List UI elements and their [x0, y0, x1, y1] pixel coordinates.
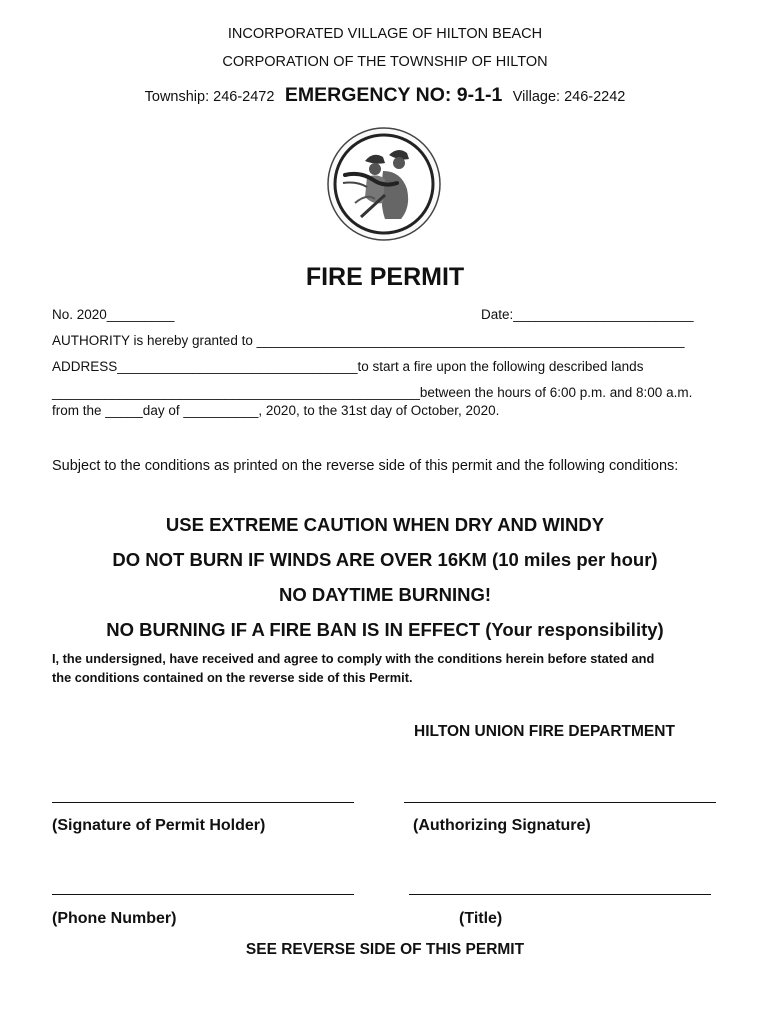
title-line: [409, 894, 711, 895]
date-field: Date:________________________: [481, 307, 694, 322]
authority-field: AUTHORITY is hereby granted to _________________________________________________________: [52, 333, 685, 348]
township-phone: Township: 246-2472: [144, 89, 275, 105]
authorizing-signature-line: [404, 802, 716, 803]
lands-field: _________________________________________________between the hours of 6:00 p.m. and 8:00 a.m.: [52, 385, 693, 400]
permit-holder-signature-line: [52, 802, 354, 803]
condition-daytime: NO DAYTIME BURNING!: [278, 584, 492, 605]
authorizing-signature-label: (Authorizing Signature): [413, 817, 591, 834]
condition-caution: USE EXTREME CAUTION WHEN DRY AND WINDY: [165, 514, 605, 535]
period-field: from the _____day of __________, 2020, to the 31st day of October, 2020.: [52, 403, 500, 418]
subject-text: Subject to the conditions as printed on the reverse side of this permit and the following conditions:: [52, 458, 679, 474]
agreement-line-2: the conditions contained on the reverse side of this Permit.: [52, 670, 413, 685]
village-phone: Village: 246-2242: [512, 89, 626, 105]
title-label: (Title): [459, 910, 503, 927]
reverse-side-note: SEE REVERSE SIDE OF THIS PERMIT: [245, 941, 525, 958]
permit-holder-signature-label: (Signature of Permit Holder): [52, 817, 266, 834]
phone-number-line: [52, 894, 354, 895]
header-phone-row: [0, 84, 770, 107]
firefighter-emblem-icon: [325, 125, 443, 243]
address-field: ADDRESS________________________________to start a fire upon the following described lands: [52, 359, 644, 374]
header-township: CORPORATION OF THE TOWNSHIP OF HILTON: [222, 54, 548, 70]
emergency-number: EMERGENCY NO: 9-1-1: [284, 84, 503, 106]
fire-department-name: HILTON UNION FIRE DEPARTMENT: [414, 723, 675, 740]
permit-number-field: No. 2020_________: [52, 307, 175, 322]
condition-wind: DO NOT BURN IF WINDS ARE OVER 16KM (10 miles per hour): [112, 549, 658, 570]
permit-title: FIRE PERMIT: [305, 263, 465, 291]
agreement-line-1: I, the undersigned, have received and agree to comply with the conditions herein before stated and: [52, 651, 655, 666]
header-village: INCORPORATED VILLAGE OF HILTON BEACH: [227, 26, 543, 42]
condition-fire-ban: NO BURNING IF A FIRE BAN IS IN EFFECT (Your responsibility): [106, 619, 664, 640]
phone-number-label: (Phone Number): [52, 910, 177, 927]
